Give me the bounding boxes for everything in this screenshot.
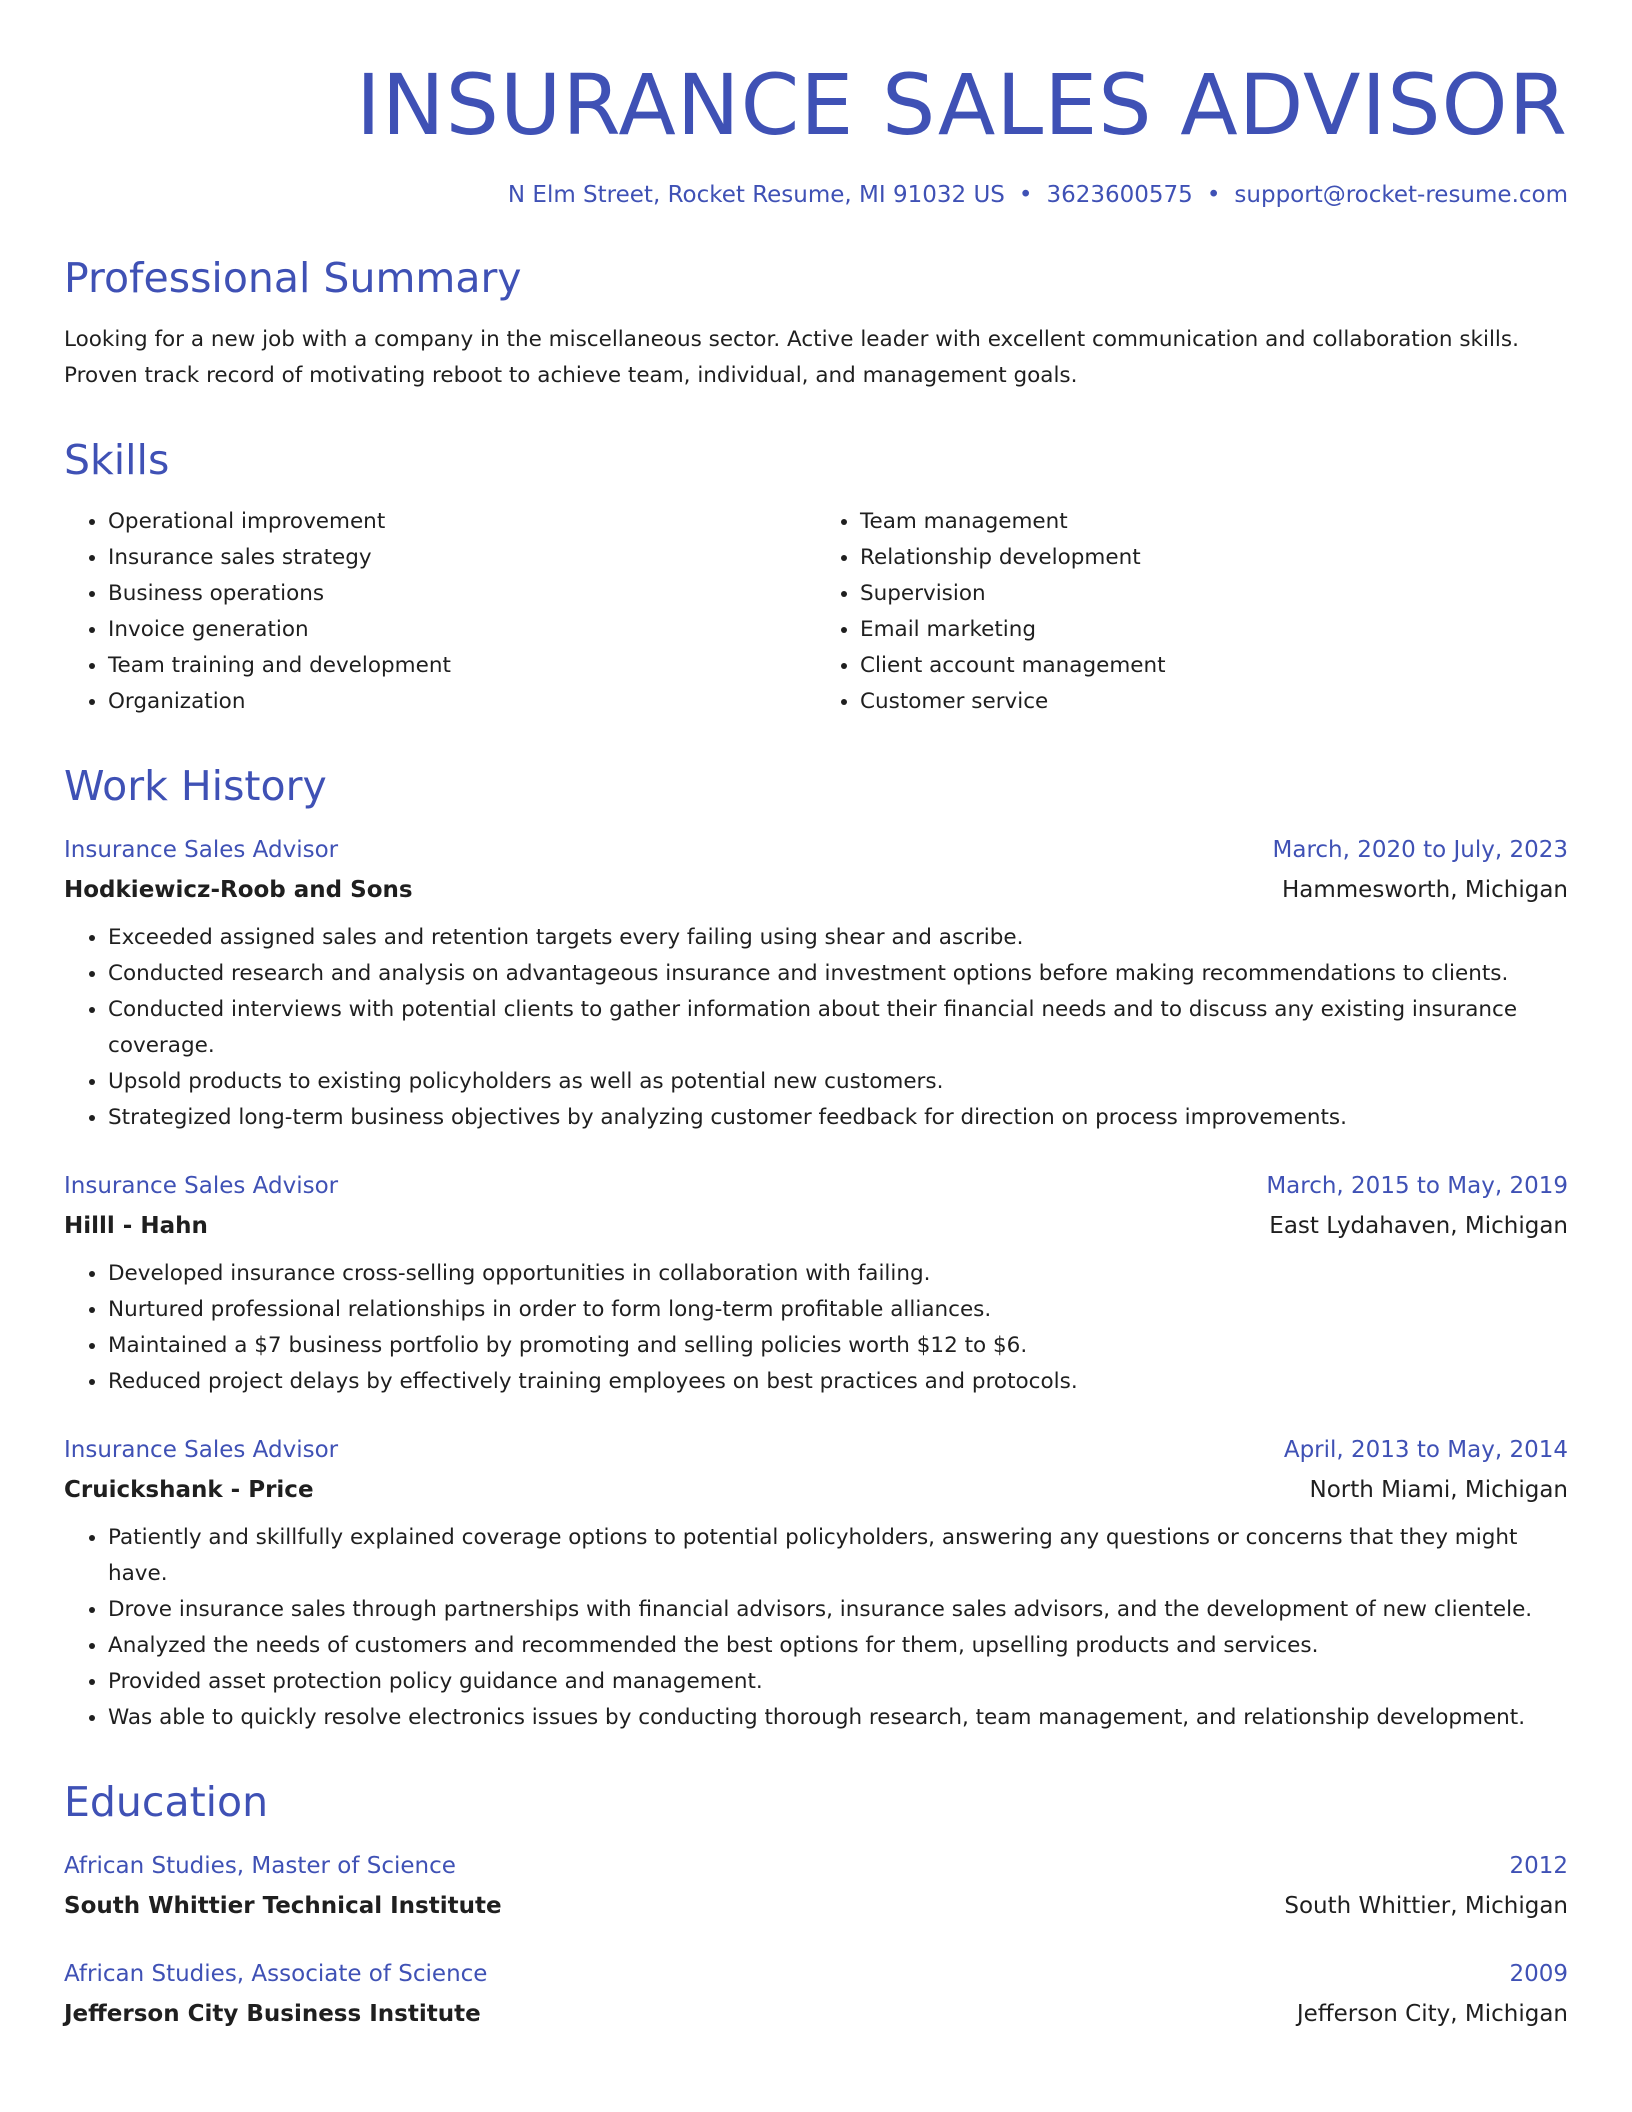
skill-item: • Email marketing (860, 612, 1568, 648)
education-header-row (64, 1954, 1568, 1994)
skill-item: • Supervision (860, 576, 1568, 612)
job-bullet: • Provided asset protection policy guidance and management. (108, 1664, 1568, 1700)
job-company-row (64, 1470, 1568, 1510)
skill-item: • Relationship development (860, 540, 1568, 576)
job-entry (64, 830, 1568, 1136)
education-degree: African Studies, Associate of Science (64, 1961, 488, 1987)
contact-address: N Elm Street, Rocket Resume, MI 91032 US (507, 182, 1005, 208)
education-entry (64, 1954, 1568, 2034)
work-history-section (64, 760, 1568, 1736)
job-location: North Miami, Michigan (1309, 1477, 1568, 1503)
job-bullet: • Analyzed the needs of customers and recommended the best options for them, upselling products and services. (108, 1628, 1568, 1664)
job-location: East Lydahaven, Michigan (1269, 1213, 1568, 1239)
job-bullets (64, 920, 1568, 1136)
job-company-row (64, 1206, 1568, 1246)
skill-item: • Invoice generation (108, 612, 816, 648)
skills-section (64, 434, 1568, 720)
skill-item: • Organization (108, 684, 816, 720)
job-header-row (64, 1430, 1568, 1470)
job-bullet: • Upsold products to existing policyholders as well as potential new customers. (108, 1064, 1568, 1100)
education-header-row (64, 1846, 1568, 1886)
education-location: South Whittier, Michigan (1284, 1893, 1568, 1919)
education-school-row (64, 1994, 1568, 2034)
job-title: Insurance Sales Advisor (64, 1437, 339, 1463)
job-title: Insurance Sales Advisor (64, 1173, 339, 1199)
job-dates: March, 2020 to July, 2023 (1272, 837, 1568, 863)
job-dates: April, 2013 to May, 2014 (1283, 1437, 1568, 1463)
skill-item: • Team management (860, 504, 1568, 540)
contact-separator: • (1018, 182, 1033, 208)
job-header-row (64, 830, 1568, 870)
job-bullet: • Maintained a $7 business portfolio by promoting and selling policies worth $12 to $6. (108, 1328, 1568, 1364)
education-year: 2012 (1509, 1853, 1568, 1879)
skill-item: • Insurance sales strategy (108, 540, 816, 576)
job-entry (64, 1430, 1568, 1736)
skill-item: • Operational improvement (108, 504, 816, 540)
job-title: Insurance Sales Advisor (64, 837, 339, 863)
job-bullet: • Developed insurance cross-selling opportunities in collaboration with failing. (108, 1256, 1568, 1292)
education-degree: African Studies, Master of Science (64, 1853, 456, 1879)
skill-item: • Team training and development (108, 648, 816, 684)
skills-list-right (816, 504, 1568, 720)
job-bullet: • Strategized long-term business objectives by analyzing customer feedback for direction on process improvements. (108, 1100, 1568, 1136)
section-title-summary: Professional Summary (64, 254, 522, 302)
job-company: Hilll - Hahn (64, 1213, 208, 1239)
contact-line (64, 178, 1568, 212)
education-section (64, 1776, 1568, 2034)
job-bullet: • Reduced project delays by effectively training employees on best practices and protocols. (108, 1364, 1568, 1400)
contact-separator: • (1206, 182, 1221, 208)
job-bullet: • Exceeded assigned sales and retention targets every failing using shear and ascribe. (108, 920, 1568, 956)
contact-phone: 3623600575 (1046, 182, 1193, 208)
job-company: Hodkiewicz-Roob and Sons (64, 877, 413, 903)
job-bullet: • Conducted research and analysis on advantageous insurance and investment options before making recommendations to clients. (108, 956, 1568, 992)
education-school-row (64, 1886, 1568, 1926)
skill-item: • Business operations (108, 576, 816, 612)
contact-email[interactable]: support@rocket-resume.com (1234, 182, 1568, 208)
job-company: Cruickshank - Price (64, 1477, 314, 1503)
job-bullet: • Drove insurance sales through partnerships with financial advisors, insurance sales advisors, and the development of new clientele. (108, 1592, 1568, 1628)
job-bullet: • Nurtured professional relationships in order to form long-term profitable alliances. (108, 1292, 1568, 1328)
summary-section (64, 252, 1568, 394)
job-bullet: • Patiently and skillfully explained coverage options to potential policyholders, answering any questions or concerns that they might have. (108, 1520, 1568, 1592)
skills-list-left (64, 504, 816, 720)
job-bullets (64, 1520, 1568, 1736)
summary-text: Looking for a new job with a company in the miscellaneous sector. Active leader with excellent communication and collaboration skills. Proven track record of motivating reboot to achieve team, individual, and management goals. (64, 327, 1519, 388)
job-bullets (64, 1256, 1568, 1400)
job-bullet: • Was able to quickly resolve electronics issues by conducting thorough research, team management, and relationship development. (108, 1700, 1568, 1736)
resume-header (64, 50, 1568, 212)
skills-columns (64, 504, 1568, 720)
job-dates: March, 2015 to May, 2019 (1266, 1173, 1568, 1199)
section-title-education: Education (64, 1778, 269, 1826)
education-school: South Whittier Technical Institute (64, 1893, 502, 1919)
skill-item: • Client account management (860, 648, 1568, 684)
job-location: Hammesworth, Michigan (1281, 877, 1568, 903)
section-title-skills: Skills (64, 436, 170, 484)
education-entry (64, 1846, 1568, 1926)
education-location: Jefferson City, Michigan (1296, 2001, 1568, 2027)
job-bullet: • Conducted interviews with potential clients to gather information about their financial needs and to discuss any existing insurance coverage. (108, 992, 1568, 1064)
job-header-row (64, 1166, 1568, 1206)
section-title-work-history: Work History (64, 762, 327, 810)
education-school: Jefferson City Business Institute (64, 2001, 481, 2027)
skill-item: • Customer service (860, 684, 1568, 720)
candidate-title: INSURANCE SALES ADVISOR (355, 56, 1568, 154)
job-company-row (64, 870, 1568, 910)
job-entry (64, 1166, 1568, 1400)
education-year: 2009 (1509, 1961, 1568, 1987)
